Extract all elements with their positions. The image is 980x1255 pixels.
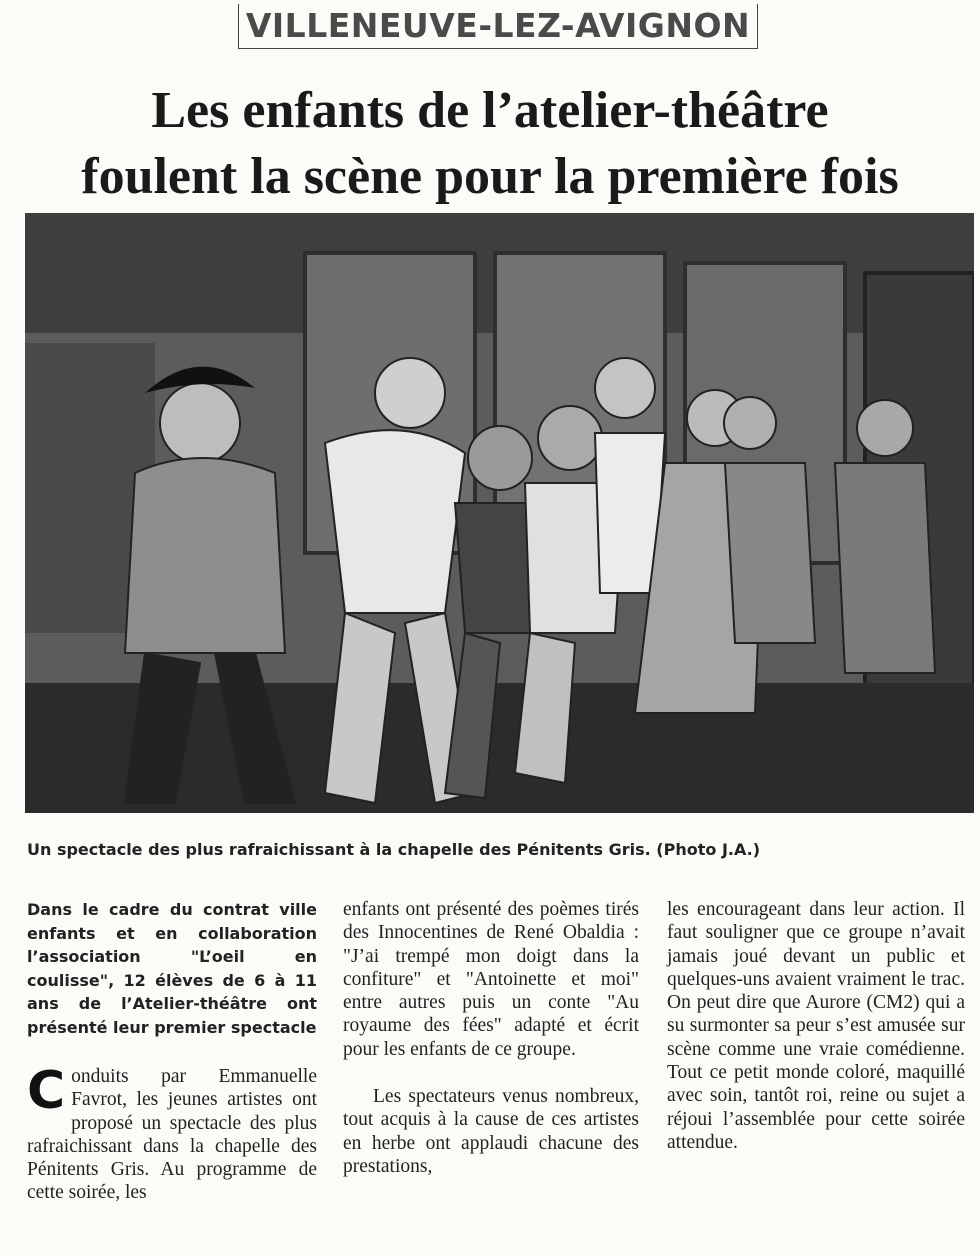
article-column-1 (27, 898, 317, 1205)
article-column-3 (667, 898, 965, 1154)
headline-line-1: Les enfants de l’atelier-théâtre (151, 82, 829, 139)
headline-line-2: foulent la scène pour la première fois (81, 148, 899, 205)
paragraph-2-col2-text: Les spectateurs venus nombreux, tout acquis à la cause de ces artistes en herbe ont applaudi chacune des prestations, (343, 1086, 639, 1177)
drop-cap: C (27, 1061, 66, 1121)
paragraph-1-col1-text: onduits par Emmanuelle Favrot, les jeunes artistes ont proposé un spectacle des plus rafraichissant dans la chapelle des Pénitents Gris. Au programme de cette soirée, les (27, 1066, 317, 1204)
paragraph-2-col3-text: les encourageant dans leur action. Il faut souligner que ce groupe n’avait jamais joué devant un public et quelques-uns avaient vraiment le trac. On peut dire que Aurore (CM2) qui a su surmonter sa peur s’est amusée sur scène comme une vraie comédienne. Tout ce petit monde coloré, maquillé avec soin, tantôt roi, reine ou sujet a réjoui l’assemblée pour cette soirée attendue. (667, 899, 965, 1153)
headline (20, 78, 960, 210)
paragraph-1-col2-text: enfants ont présenté des poèmes tirés des Innocentines de René Obaldia : "J’ai trempé mon doigt dans la confiture" et "Antoinette et moi" entre autres puis un conte "Au royaume des fées" adapté et écrit pour les enfants de ce groupe. (343, 899, 639, 1060)
article-photo (25, 213, 974, 813)
photo-children-dancing-icon (25, 213, 974, 813)
article-intro: Dans le cadre du contrat ville enfants et en collaboration l’association "L’oeil en coulisse", 12 élèves de 6 à 11 ans de l’Atelier-théâtre ont présenté leur premier spectacle (27, 900, 317, 1037)
article-column-2 (343, 898, 639, 1178)
photo-caption: Un spectacle des plus rafraichissant à la chapelle des Pénitents Gris. (Photo J.A.) (27, 840, 761, 859)
section-kicker: VILLENEUVE-LEZ-AVIGNON (238, 4, 758, 49)
article-paragraph-1-start (27, 1061, 317, 1205)
